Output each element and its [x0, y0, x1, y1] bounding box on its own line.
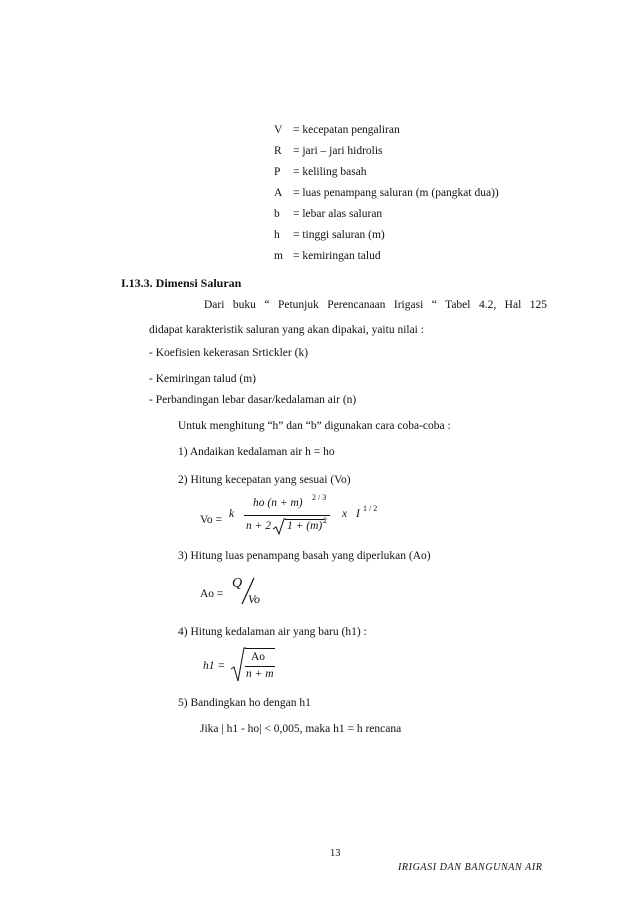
formula-k: k: [229, 508, 235, 520]
page-number: 13: [330, 848, 341, 859]
definition-text: = kecepatan pengaliran: [293, 124, 400, 136]
formula-Vo: Vo: [248, 592, 260, 606]
definition-symbol: m: [274, 250, 283, 262]
formula-numerator: ho (n + m): [253, 497, 303, 509]
section-heading: I.13.3. Dimensi Saluran: [121, 276, 242, 290]
conclusion: Jika | h1 - ho| < 0,005, maka h1 = h rencana: [200, 723, 402, 735]
step-2: 2) Hitung kecepatan yang sesuai (Vo): [178, 474, 351, 486]
bullet-item: - Koefisien kekerasan Srtickler (k): [149, 347, 309, 359]
formula-numerator-exponent: 2 / 3: [312, 493, 327, 502]
formula-lhs: Ao =: [200, 588, 224, 600]
formula-Q: Q: [232, 576, 243, 591]
fraction-bar: [245, 666, 275, 667]
formula-denominator-exponent: 2: [323, 516, 327, 525]
definition-symbol: A: [274, 187, 283, 199]
definition-text: = lebar alas saluran: [293, 208, 383, 220]
bullet-item: - Kemiringan talud (m): [149, 373, 256, 385]
intro-line-2: didapat karakteristik saluran yang akan dipakai, yaitu nilai :: [149, 324, 424, 336]
step-4: 4) Hitung kedalaman air yang baru (h1) :: [178, 626, 367, 638]
bullet-item: - Perbandingan lebar dasar/kedalaman air (n): [149, 394, 357, 406]
formula-I-exponent: 1 / 2: [363, 504, 378, 513]
formula-denominator-b: 1 + (m): [287, 520, 323, 532]
definition-symbol: h: [274, 229, 280, 241]
formula-numerator: Ao: [251, 651, 266, 663]
definition-symbol: V: [274, 124, 283, 136]
intro-line-1: Dari buku “ Petunjuk Perencanaan Irigasi “ Tabel 4.2, Hal 125: [204, 299, 547, 311]
definition-text: = jari – jari hidrolis: [293, 145, 383, 157]
definition-symbol: R: [274, 145, 282, 157]
square-root-icon: [272, 518, 286, 536]
formula-lhs: Vo =: [200, 514, 222, 526]
formula-lhs: h1 =: [203, 660, 226, 672]
definition-symbol: b: [274, 208, 280, 220]
fraction-bar: [244, 515, 330, 516]
definition-text: = kemiringan talud: [293, 250, 381, 262]
definition-text: = luas penampang saluran (m (pangkat dua)): [293, 187, 499, 199]
definition-symbol: P: [274, 166, 281, 178]
formula-denominator: n + m: [246, 668, 274, 680]
square-root-icon: [230, 647, 246, 683]
definition-text: = tinggi saluran (m): [293, 229, 385, 241]
step-3: 3) Hitung luas penampang basah yang diperlukan (Ao): [178, 550, 431, 562]
formula-times: x: [342, 508, 348, 520]
definition-text: = keliling basah: [293, 166, 367, 178]
formula-denominator-a: n + 2: [246, 520, 272, 532]
method-intro: Untuk menghitung “h” dan “b” digunakan cara coba-coba :: [178, 420, 451, 432]
footer-title: IRIGASI DAN BANGUNAN AIR: [398, 862, 543, 873]
step-5: 5) Bandingkan ho dengan h1: [178, 697, 311, 709]
step-1: 1) Andaikan kedalaman air h = ho: [178, 446, 335, 458]
formula-I: I: [356, 508, 360, 520]
radical-bar: [245, 648, 275, 649]
